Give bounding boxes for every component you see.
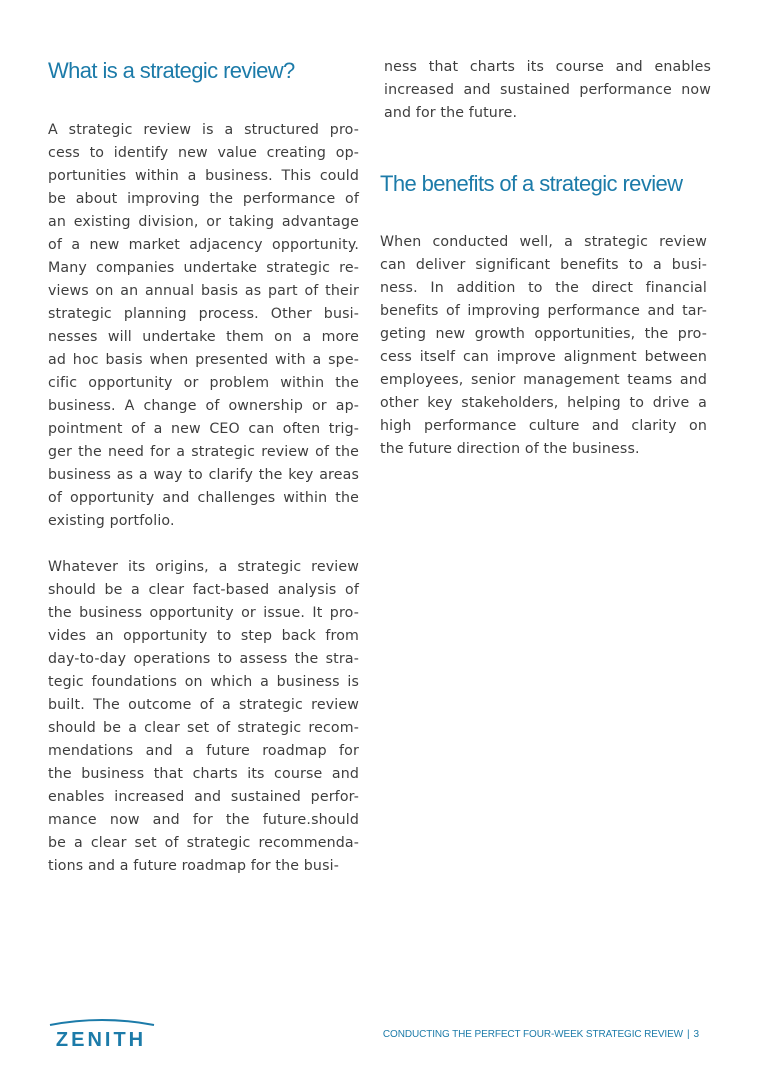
text-line: portunities within a business. This could <box>48 168 359 184</box>
text-line: ger the need for a strategic review of the <box>48 444 359 460</box>
text-line: A strategic review is a structured pro- <box>48 122 359 138</box>
text-line: existing portfolio. <box>48 513 175 529</box>
text-line: enables increased and sustained perfor- <box>48 789 359 805</box>
paragraph-continuation <box>384 56 711 125</box>
text-line: of a new market adjacency opportunity. <box>48 237 359 253</box>
text-line: day-to-day operations to assess the stra- <box>48 651 359 667</box>
text-line: When conducted well, a strategic review <box>380 234 707 250</box>
text-line: should be a clear fact-based analysis of <box>48 582 359 598</box>
text-line: benefits of improving performance and tar- <box>380 303 707 319</box>
footer-title <box>383 1029 699 1040</box>
text-line: and for the future. <box>384 105 518 121</box>
text-line: should be a clear set of strategic recom- <box>48 720 359 736</box>
document-title: CONDUCTING THE PERFECT FOUR-WEEK STRATEGIC REVIEW <box>382 1029 684 1040</box>
text-line: the business that charts its course and <box>48 766 359 782</box>
text-line: ad hoc basis when presented with a spe- <box>48 352 359 368</box>
page-footer <box>0 1000 761 1076</box>
heading-benefits-of-strategic-review: The benefits of a strategic review <box>380 171 683 196</box>
paragraph-origins <box>48 556 359 878</box>
text-line: increased and sustained performance now <box>384 82 711 98</box>
text-line: business as a way to clarify the key areas <box>48 467 359 483</box>
text-line: Whatever its origins, a strategic review <box>48 559 359 575</box>
text-line: other key stakeholders, helping to drive a <box>380 395 707 411</box>
text-line: geting new growth opportunities, the pro- <box>380 326 707 342</box>
text-line: an existing division, or taking advantage <box>48 214 359 230</box>
footer-separator: | <box>687 1029 690 1040</box>
text-line: tegic foundations on which a business is <box>48 674 359 690</box>
text-line: the business opportunity or issue. It pro- <box>48 605 359 621</box>
text-line: mance now and for the future.should <box>48 812 359 828</box>
text-line: Many companies undertake strategic re- <box>48 260 359 276</box>
text-line: built. The outcome of a strategic review <box>48 697 359 713</box>
text-line: nesses will undertake them on a more <box>48 329 359 345</box>
page-number: 3 <box>693 1029 699 1040</box>
text-line: pointment of a new CEO can often trig- <box>48 421 359 437</box>
text-line: the future direction of the business. <box>380 441 640 457</box>
paragraph-benefits <box>380 231 707 461</box>
text-line: views on an annual basis as part of their <box>48 283 359 299</box>
text-line: be a clear set of strategic recommenda- <box>48 835 359 851</box>
text-line: vides an opportunity to step back from <box>48 628 359 644</box>
text-line: can deliver significant benefits to a busi- <box>380 257 707 273</box>
text-line: be about improving the performance of <box>48 191 359 207</box>
text-line: business. A change of ownership or ap- <box>48 398 359 414</box>
zenith-logo <box>42 1017 160 1047</box>
text-line: strategic planning process. Other busi- <box>48 306 359 322</box>
text-line: of opportunity and challenges within the <box>48 490 359 506</box>
text-line: employees, senior management teams and <box>380 372 707 388</box>
text-line: tions and a future roadmap for the busi- <box>48 858 339 874</box>
text-line: mendations and a future roadmap for <box>48 743 359 759</box>
text-line: cess itself can improve alignment between <box>380 349 707 365</box>
heading-what-is-strategic-review: What is a strategic review? <box>48 58 295 83</box>
text-line: cific opportunity or problem within the <box>48 375 359 391</box>
logo-wordmark: ZENITH <box>55 1029 147 1047</box>
text-line: ness. In addition to the direct financial <box>380 280 707 296</box>
text-line: cess to identify new value creating op- <box>48 145 359 161</box>
text-line: ness that charts its course and enables <box>384 59 711 75</box>
paragraph-definition <box>48 119 359 533</box>
text-line: high performance culture and clarity on <box>380 418 707 434</box>
